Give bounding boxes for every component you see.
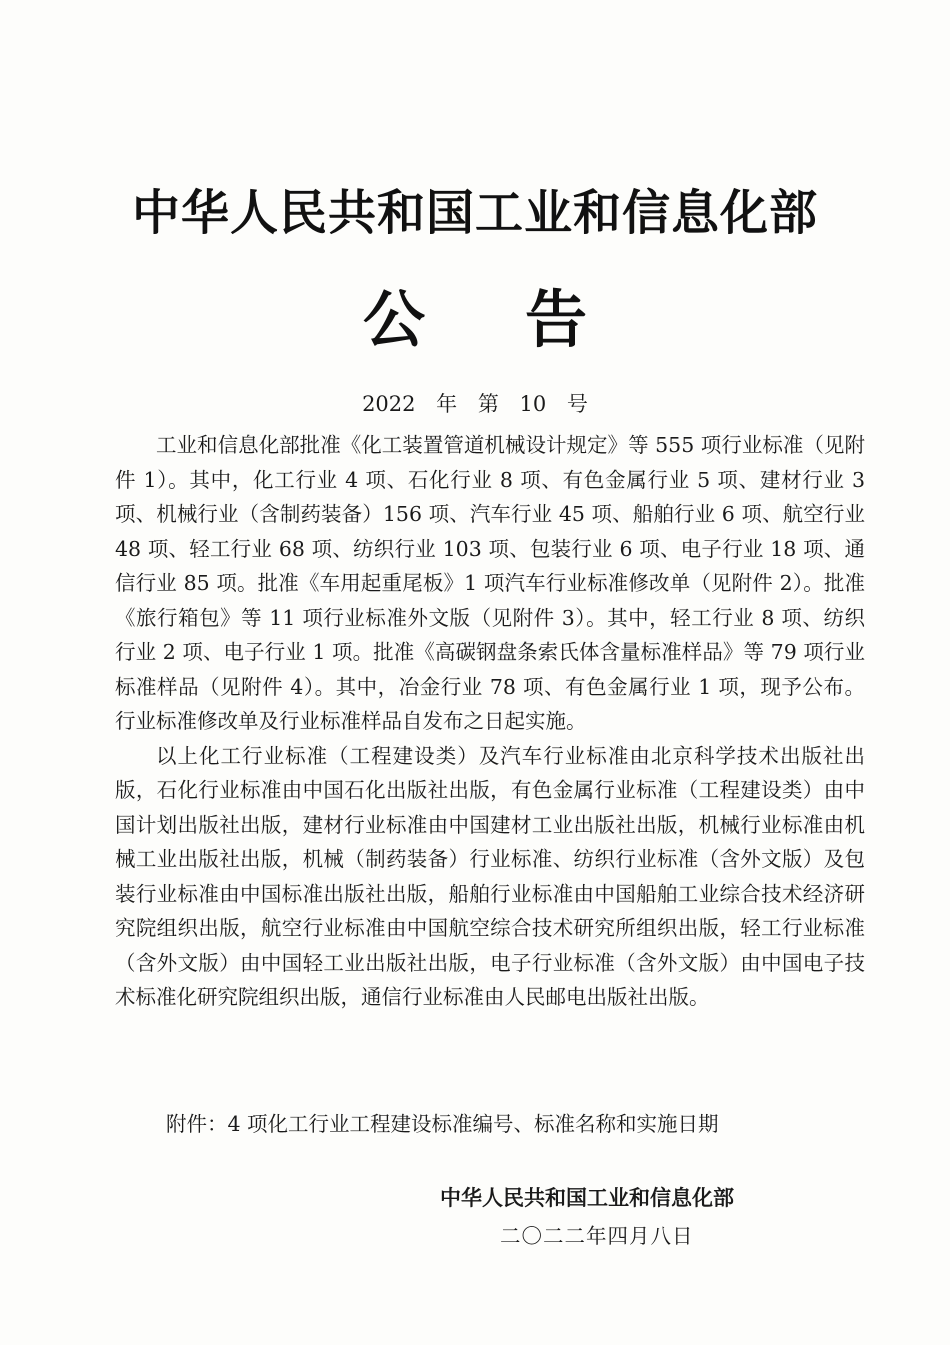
signature-date: 二〇二二年四月八日 [500, 1224, 694, 1248]
announcement-body [115, 428, 865, 1015]
attachment-note: 附件：4 项化工行业工程建设标准编号、标准名称和实施日期 [166, 1112, 719, 1136]
signature-org: 中华人民共和国工业和信息化部 [440, 1186, 734, 1210]
issue-number: 2022 年 第 10 号 [362, 392, 588, 416]
body-paragraph-approval: 工业和信息化部批准《化工装置管道机械设计规定》等 555 项行业标准（见附件 1）。其中，化工行业 4 项、石化行业 8 项、有色金属行业 5 项、建材行业 3 项、机械行业（含制药装备）156 项、汽车行业 45 项、船舶行业 6 项、航空行业 48 项、轻工行业 68 项、纺织行业 103 项、包装行业 6 项、电子行业 18 项、通信行业 85 项。批准《车用起重尾板》1 项汽车行业标准修改单（见附件 2）。批准《旅行箱包》等 11 项行业标准外文版（见附件 3）。其中，轻工行业 8 项、纺织行业 2 项、电子行业 1 项。批准《高碳钢盘条索氏体含量标准样品》等 79 项行业标准样品（见附件 4）。其中，冶金行业 78 项、有色金属行业 1 项，现予公布。行业标准修改单及行业标准样品自发布之日起实施。 [115, 433, 865, 733]
issuing-org-title: 中华人民共和国工业和信息化部 [131, 185, 818, 241]
body-paragraph-publishers: 以上化工行业标准（工程建设类）及汽车行业标准由北京科学技术出版社出版，石化行业标准由中国石化出版社出版，有色金属行业标准（工程建设类）由中国计划出版社出版，建材行业标准由中国建材工业出版社出版，机械行业标准由机械工业出版社出版，机械（制药装备）行业标准、纺织行业标准（含外文版）及包装行业标准由中国标准出版社出版，船舶行业标准由中国船舶工业综合技术经济研究院组织出版，航空行业标准由中国航空综合技术研究所组织出版，轻工行业标准（含外文版）由中国轻工业出版社出版，电子行业标准（含外文版）由中国电子技术标准化研究院组织出版，通信行业标准由人民邮电出版社出版。 [115, 743, 865, 1009]
document-type-heading: 公告 [362, 283, 687, 356]
